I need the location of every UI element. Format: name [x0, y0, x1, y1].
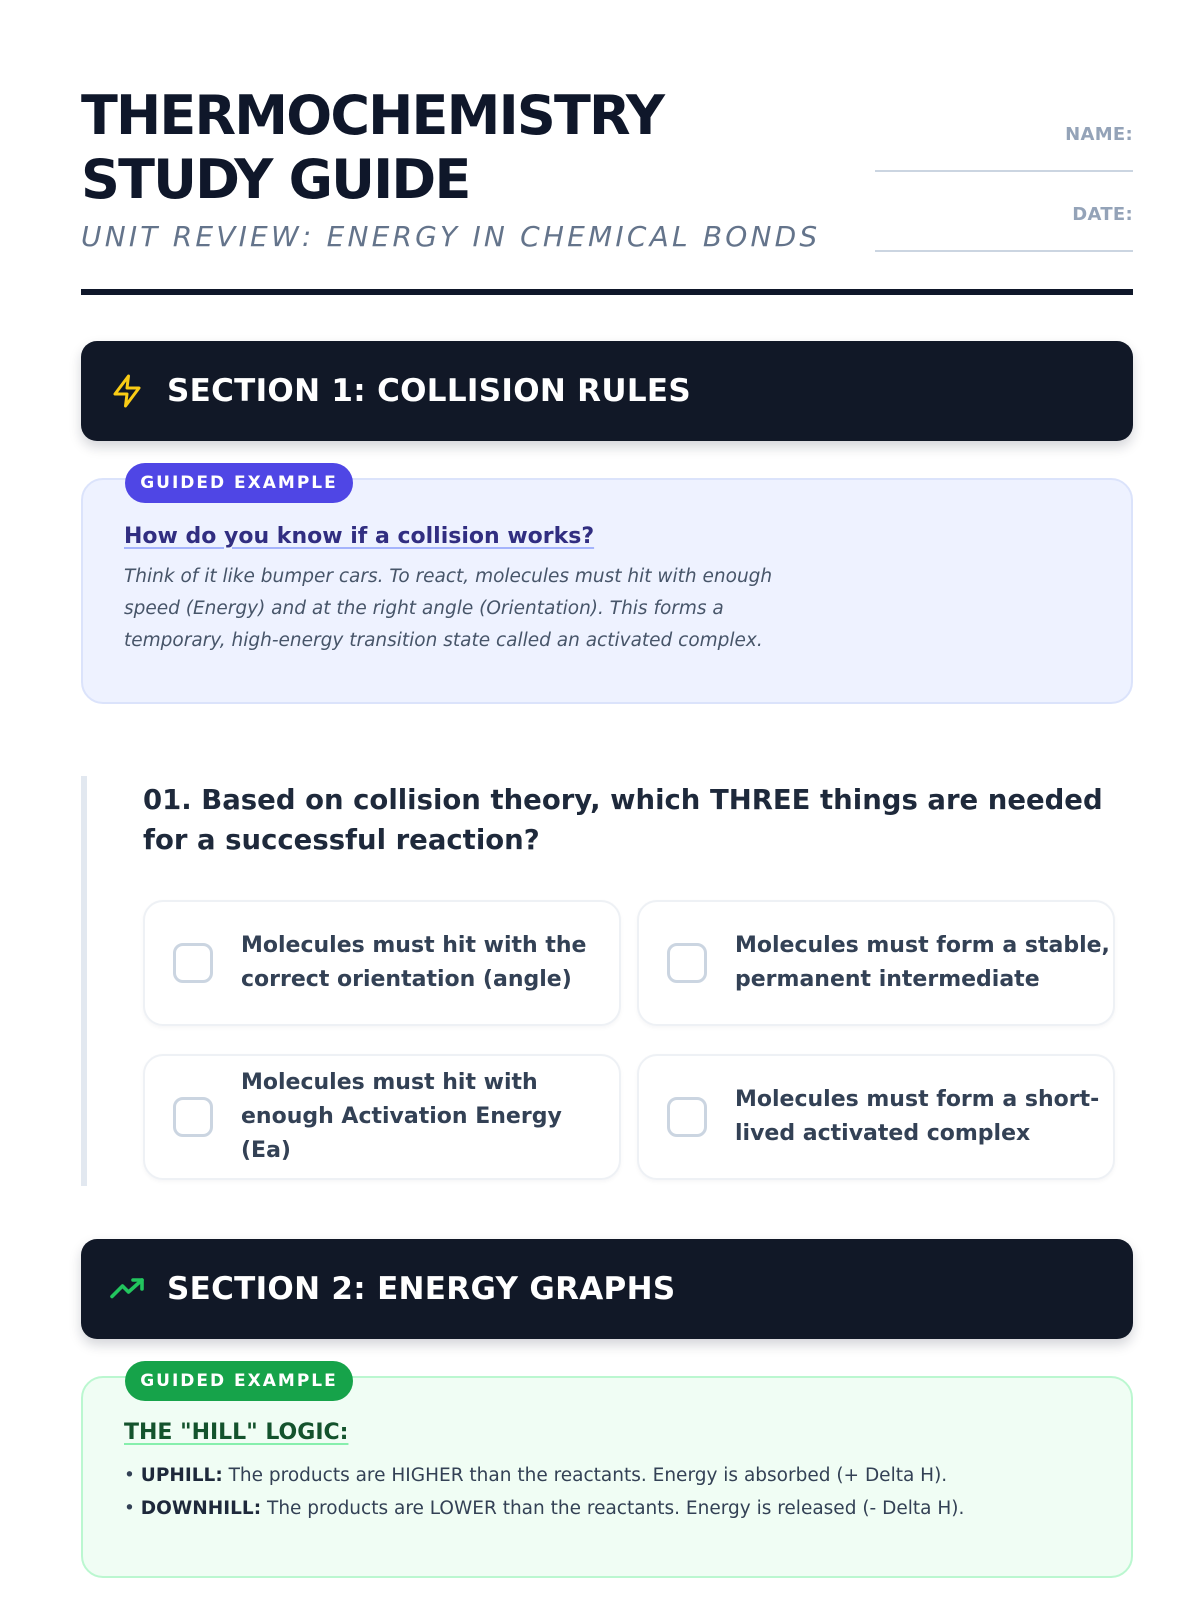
date-line[interactable]: [875, 250, 1133, 252]
date-field[interactable]: [875, 204, 1133, 284]
guided-example-body: Think of it like bumper cars. To react, molecules must hit with enough speed (Energy) and at the right angle (Orientation). This forms a temporary, high-energy transition state called an activated complex.: [124, 566, 773, 651]
section-1-header: [81, 341, 1133, 441]
guided-example-collision: [81, 473, 1133, 704]
page-header: [81, 84, 1133, 253]
section-1-title: SECTION 1: COLLISION RULES: [167, 373, 691, 409]
bullet-uphill: • UPHILL: The products are HIGHER than the reactants. Energy is absorbed (+ Delta H).: [124, 1465, 948, 1486]
name-line[interactable]: [875, 170, 1133, 172]
answer-option-activated-complex[interactable]: [637, 1054, 1115, 1180]
name-label: NAME:: [1065, 124, 1133, 145]
answer-option-orientation[interactable]: [143, 900, 621, 1026]
checkbox[interactable]: [173, 943, 213, 983]
guided-example-heading: How do you know if a collision works?: [124, 524, 595, 549]
guided-example-badge: GUIDED EXAMPLE: [125, 463, 353, 503]
checkbox[interactable]: [667, 943, 707, 983]
guided-example-badge: GUIDED EXAMPLE: [125, 1361, 353, 1401]
header-divider: [81, 289, 1133, 295]
checkbox[interactable]: [173, 1097, 213, 1137]
option-label: Molecules must hit with the correct orientation (angle): [241, 933, 587, 992]
trending-up-icon: [109, 1271, 145, 1307]
option-label: Molecules must hit with enough Activation Energy (Ea): [241, 1070, 562, 1163]
bullet-text: The products are LOWER than the reactants. Energy is released (- Delta H).: [267, 1498, 965, 1519]
title-line-2: STUDY GUIDE: [81, 148, 470, 211]
title-line-1: THERMOCHEMISTRY: [81, 84, 664, 147]
option-label: Molecules must form a short-lived activated complex: [735, 1087, 1100, 1146]
checkbox[interactable]: [667, 1097, 707, 1137]
answer-option-activation-energy[interactable]: [143, 1054, 621, 1180]
section-2-title: SECTION 2: ENERGY GRAPHS: [167, 1271, 676, 1307]
question-text: 01. Based on collision theory, which THREE things are needed for a successful reaction?: [143, 784, 1103, 856]
guided-example-hill-logic: [81, 1371, 1133, 1578]
student-info-fields: [875, 124, 1133, 284]
section-2-header: [81, 1239, 1133, 1339]
question-01: [81, 776, 1133, 1186]
option-label: Molecules must form a stable, permanent intermediate: [735, 933, 1110, 992]
answer-option-stable-intermediate[interactable]: [637, 900, 1115, 1026]
bullet-text: The products are HIGHER than the reactants. Energy is absorbed (+ Delta H).: [228, 1465, 948, 1486]
name-field[interactable]: [875, 124, 1133, 204]
page-subtitle: UNIT REVIEW: ENERGY IN CHEMICAL BONDS: [81, 220, 821, 253]
bullet-term: DOWNHILL:: [140, 1498, 262, 1519]
guided-example-heading: THE "HILL" LOGIC:: [124, 1420, 349, 1445]
bullet-term: UPHILL:: [140, 1465, 223, 1486]
lightning-bolt-icon: [109, 373, 145, 409]
bullet-downhill: • DOWNHILL: The products are LOWER than the reactants. Energy is released (- Delta H).: [124, 1498, 965, 1519]
date-label: DATE:: [1072, 204, 1133, 225]
